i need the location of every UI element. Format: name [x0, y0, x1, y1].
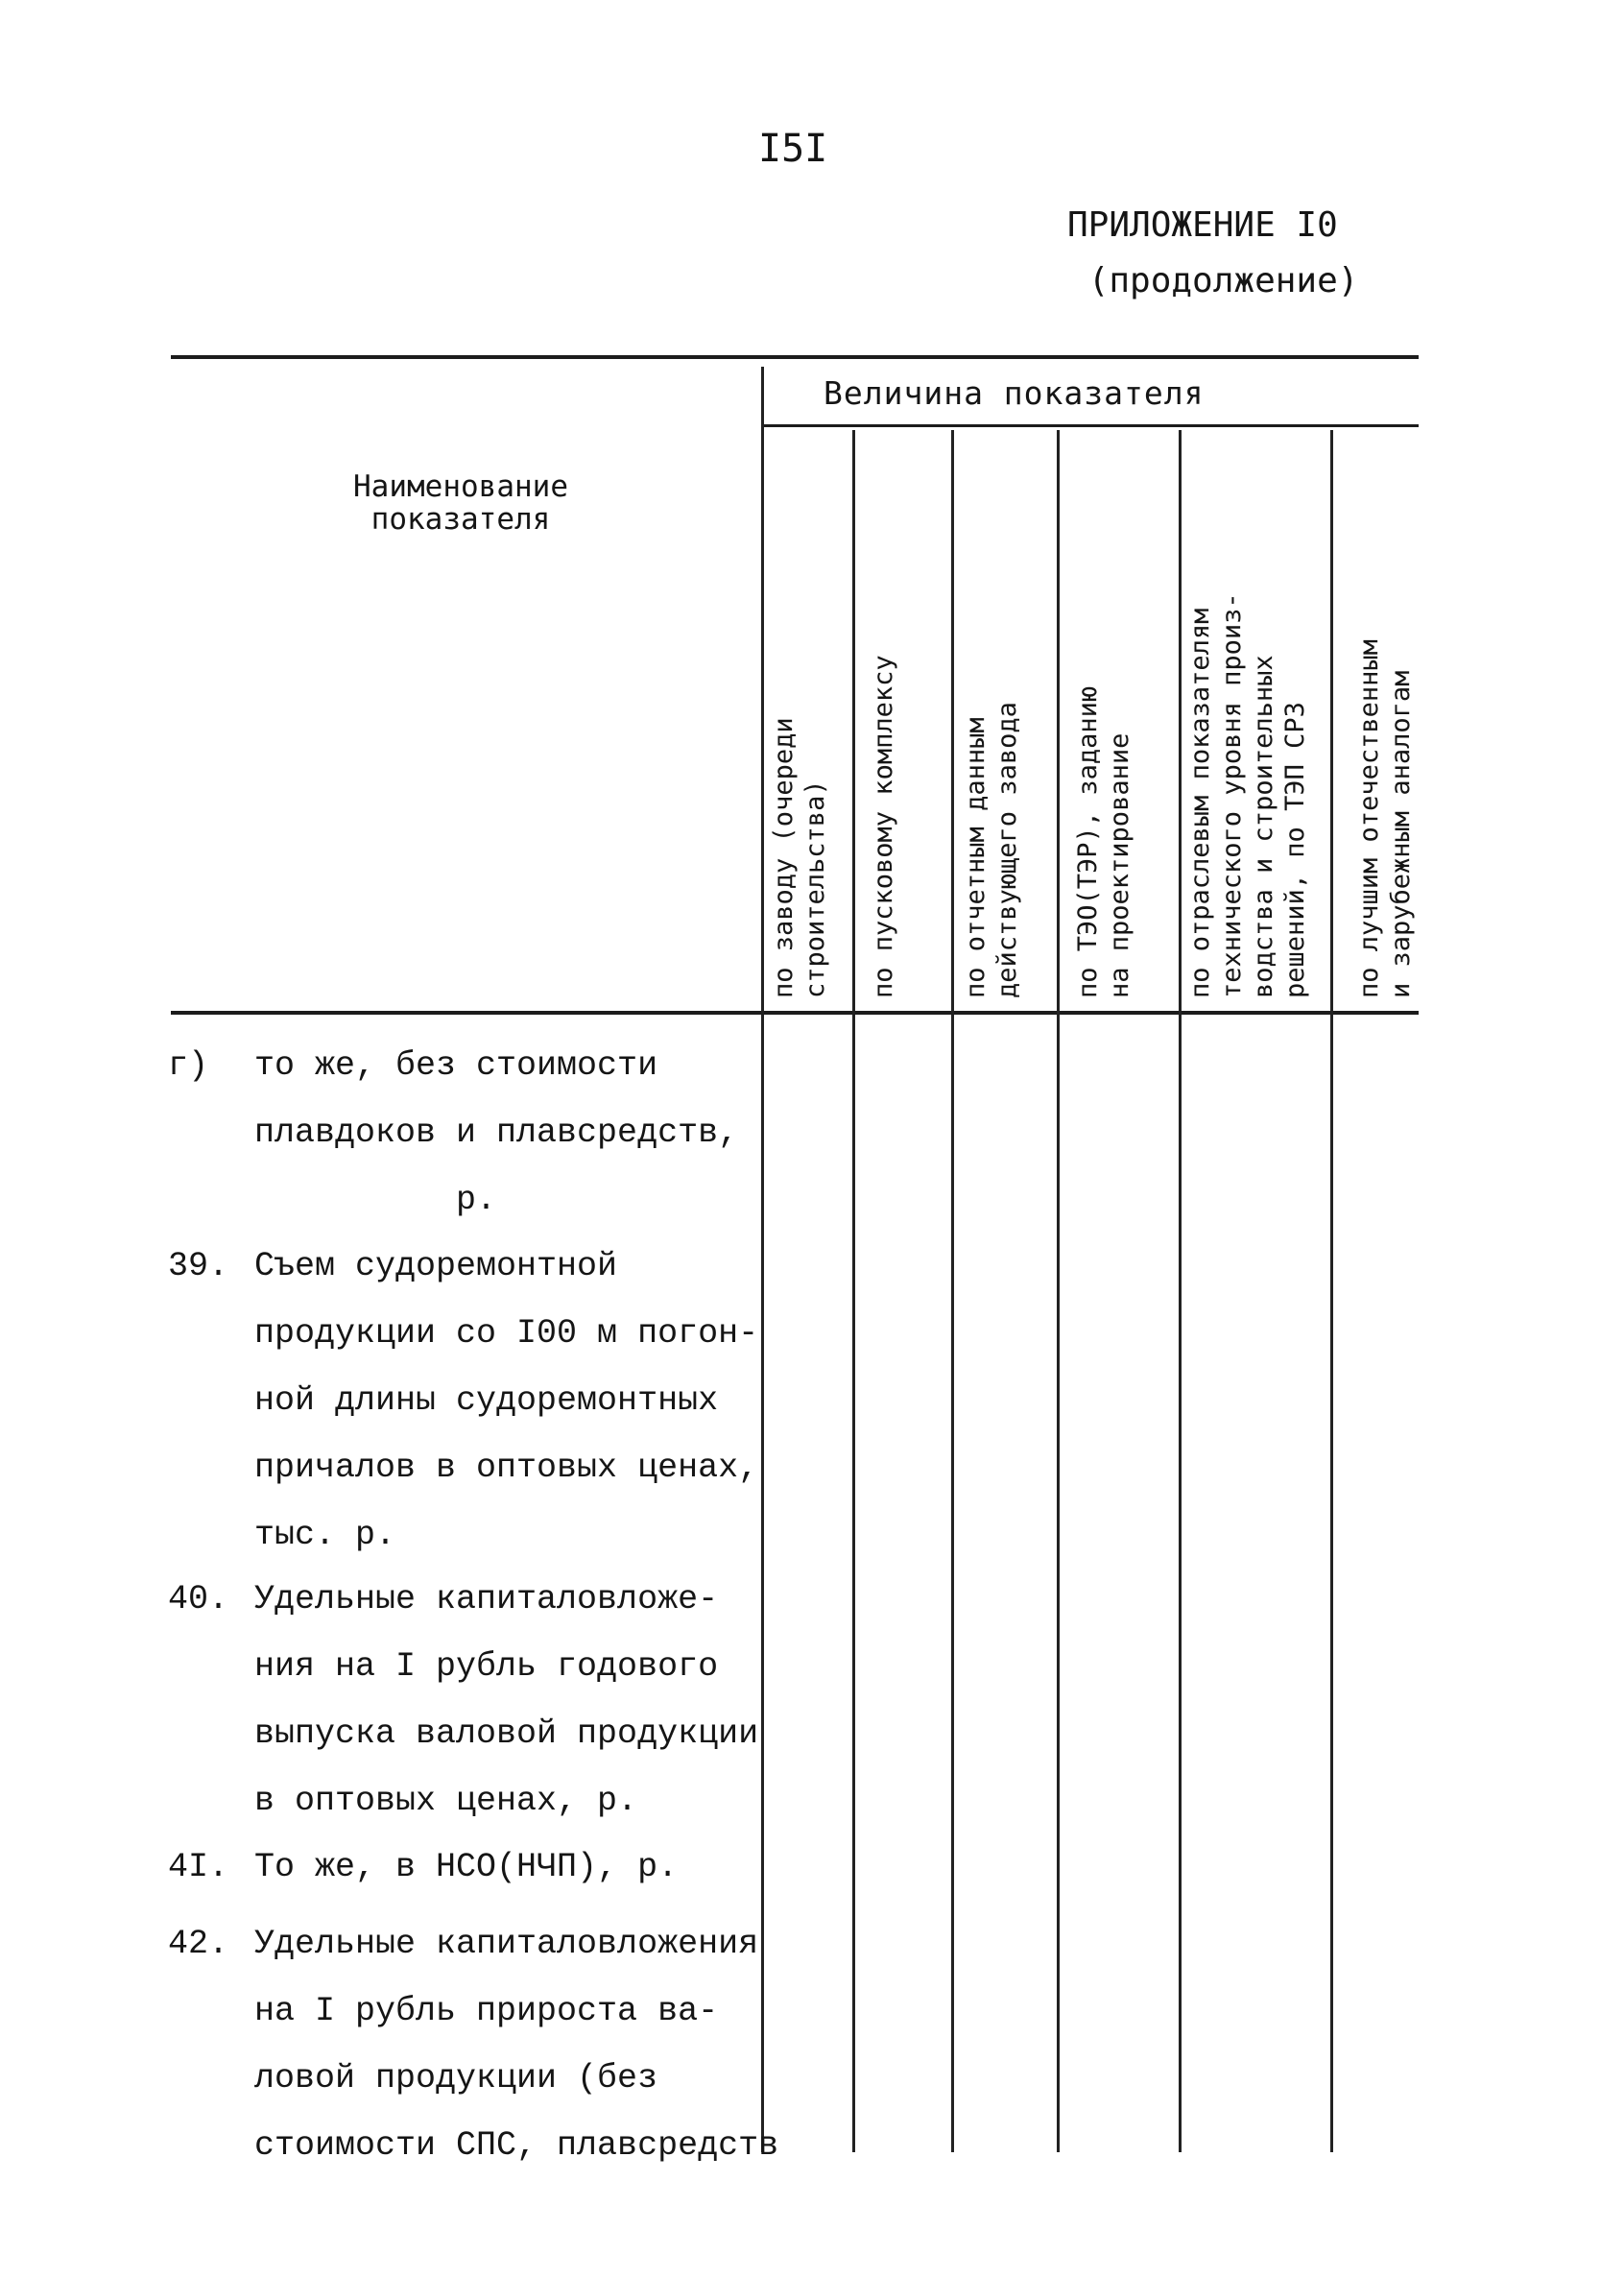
column-header: по лучшим отечественным и зарубежным аналогам [1354, 639, 1416, 998]
header-bottom-rule [171, 1011, 1419, 1015]
row-text: Удельные капиталовложения на I рубль прироста ва- ловой продукции (без стоимости СПС, плавсредств [254, 1925, 779, 2165]
row-number: 39. [168, 1247, 229, 1285]
table-top-rule [171, 355, 1419, 359]
column-divider [1330, 430, 1333, 2152]
column-divider [1179, 430, 1182, 2152]
column-divider [951, 430, 954, 2152]
row-text: То же, в НСО(НЧП), р. [254, 1848, 679, 1886]
row-number: 4I. [168, 1848, 229, 1886]
subheader-rule [763, 424, 1419, 427]
row-text: Съем судоремонтной продукции со I00 м погон- ной длины судоремонтных причалов в оптовых ценах, тыс. р. [254, 1247, 759, 1554]
column-divider [852, 430, 855, 2152]
row-number: 40. [168, 1580, 229, 1618]
column-header: по ТЭО(ТЭР), заданию на проектирование [1073, 685, 1134, 998]
column-divider [761, 367, 764, 2152]
value-group-header: Величина показателя [824, 374, 1205, 412]
row-text: то же, без стоимости плавдоков и плавсредств, р. [254, 1046, 739, 1219]
column-header: по отраслевым показателям технического уровня произ- водства и строительных решений, по ТЭП СРЗ [1185, 592, 1310, 998]
column-header: по заводу (очереди строительства) [769, 717, 830, 998]
page-number: I5I [758, 127, 828, 171]
row-number: г) [168, 1046, 209, 1085]
row-text: Удельные капиталовложе- ния на I рубль годового выпуска валовой продукции в оптовых ценах, р. [254, 1580, 759, 1820]
appendix-title: ПРИЛОЖЕНИЕ I0 [1067, 205, 1338, 245]
column-header: по пусковому комплексу [869, 655, 898, 998]
column-divider [1057, 430, 1060, 2152]
appendix-heading [1067, 198, 1358, 309]
name-column-header: Наименование показателя [353, 469, 568, 537]
column-header: по отчетным данным действующего завода [961, 702, 1022, 998]
row-number: 42. [168, 1925, 229, 1963]
appendix-subtitle: (продолжение) [1087, 261, 1359, 300]
